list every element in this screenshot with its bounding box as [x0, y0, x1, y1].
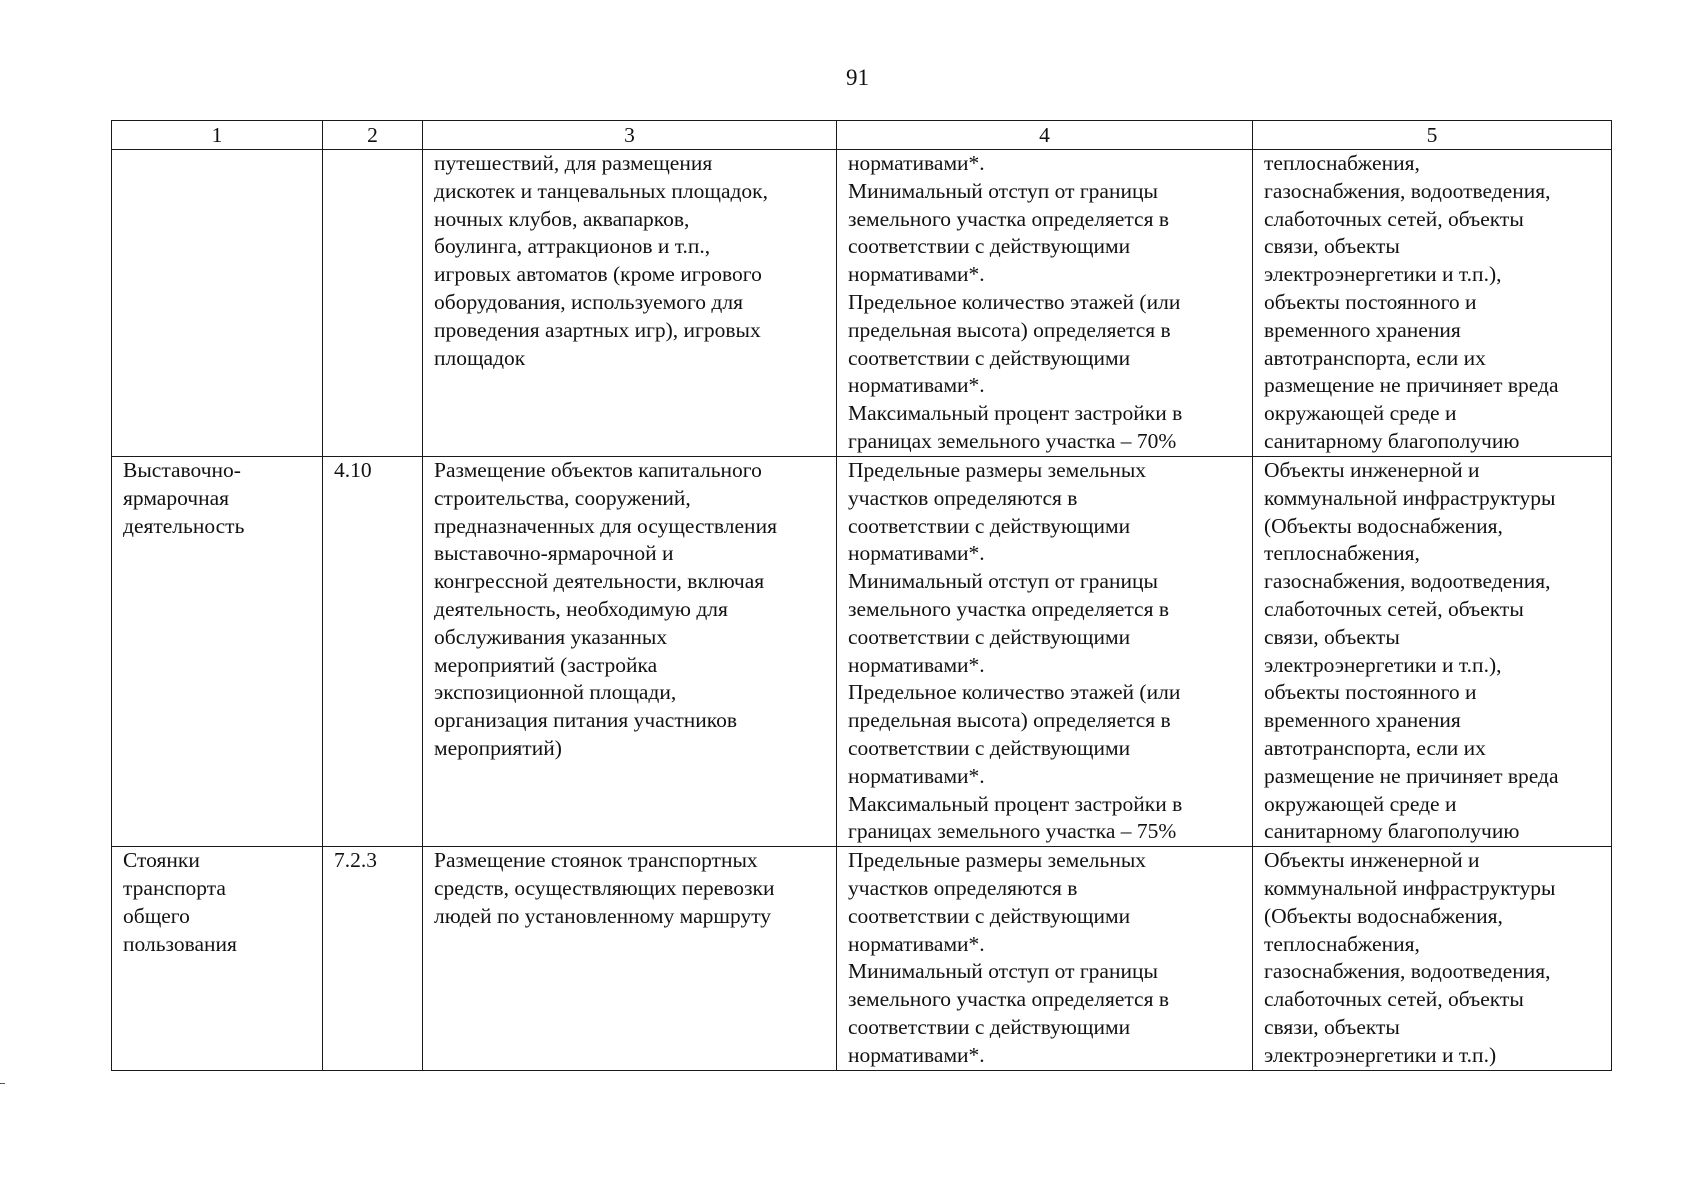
cell-use-type: [112, 150, 323, 457]
cell-code: 7.2.3: [323, 847, 423, 1070]
cell-description: Размещение стоянок транспортных средств, осуществляющих перевозки людей по установленному маршруту: [423, 847, 837, 1070]
cell-code: [323, 150, 423, 457]
table-header: [112, 121, 1612, 150]
header-col-1: 1: [112, 121, 323, 150]
header-col-5: 5: [1253, 121, 1612, 150]
cell-code: 4.10: [323, 457, 423, 847]
cell-parameters: Предельные размеры земельных участков определяются в соответствии с действующими нормативами*. Минимальный отступ от границы земельного участка определяется в соответствии с действующими нормативами*. Предельное количество этажей (или предельная высота) определяется в соответствии с действующими нормативами*. Максимальный процент застройки в границах земельного участка – 75%: [837, 457, 1253, 847]
table-body: [112, 150, 1612, 1071]
cell-use-type: Стоянки транспорта общего пользования: [112, 847, 323, 1070]
cell-parameters: Предельные размеры земельных участков определяются в соответствии с действующими нормативами*. Минимальный отступ от границы земельного участка определяется в соответствии с действующими нормативами*.: [837, 847, 1253, 1070]
cell-description: Размещение объектов капитального строительства, сооружений, предназначенных для осуществления выставочно-ярмарочной и конгрессной деятельности, включая деятельность, необходимую для обслуживания указанных мероприятий (застройка экспозиционной площади, организация питания участников мероприятий): [423, 457, 837, 847]
cell-auxiliary-uses: теплоснабжения, газоснабжения, водоотведения, слаботочных сетей, объекты связи, объекты электроэнергетики и т.п.), объекты постоянного и временного хранения автотранспорта, если их размещение не причиняет вреда окружающей среде и санитарному благополучию: [1253, 150, 1612, 457]
land-use-table: [111, 120, 1612, 1071]
cell-parameters: нормативами*. Минимальный отступ от границы земельного участка определяется в соответствии с действующими нормативами*. Предельное количество этажей (или предельная высота) определяется в соответствии с действующими нормативами*. Максимальный процент застройки в границах земельного участка – 70%: [837, 150, 1253, 457]
header-row: [112, 121, 1612, 150]
cell-description: путешествий, для размещения дискотек и танцевальных площадок, ночных клубов, аквапарков, боулинга, аттракционов и т.п., игровых автоматов (кроме игрового оборудования, используемого для проведения азартных игр), игровых площадок: [423, 150, 837, 457]
header-col-3: 3: [423, 121, 837, 150]
table-row: [112, 150, 1612, 457]
table-row: [112, 457, 1612, 847]
cell-auxiliary-uses: Объекты инженерной и коммунальной инфраструктуры (Объекты водоснабжения, теплоснабжения, газоснабжения, водоотведения, слаботочных сетей, объекты связи, объекты электроэнергетики и т.п.): [1253, 847, 1612, 1070]
cell-use-type: Выставочно- ярмарочная деятельность: [112, 457, 323, 847]
header-col-2: 2: [323, 121, 423, 150]
header-col-4: 4: [837, 121, 1253, 150]
page-number: 91: [846, 65, 869, 90]
scan-edge-mark: [0, 1083, 5, 1084]
cell-auxiliary-uses: Объекты инженерной и коммунальной инфраструктуры (Объекты водоснабжения, теплоснабжения, газоснабжения, водоотведения, слаботочных сетей, объекты связи, объекты электроэнергетики и т.п.), объекты постоянного и временного хранения автотранспорта, если их размещение не причиняет вреда окружающей среде и санитарному благополучию: [1253, 457, 1612, 847]
table-row: [112, 847, 1612, 1070]
